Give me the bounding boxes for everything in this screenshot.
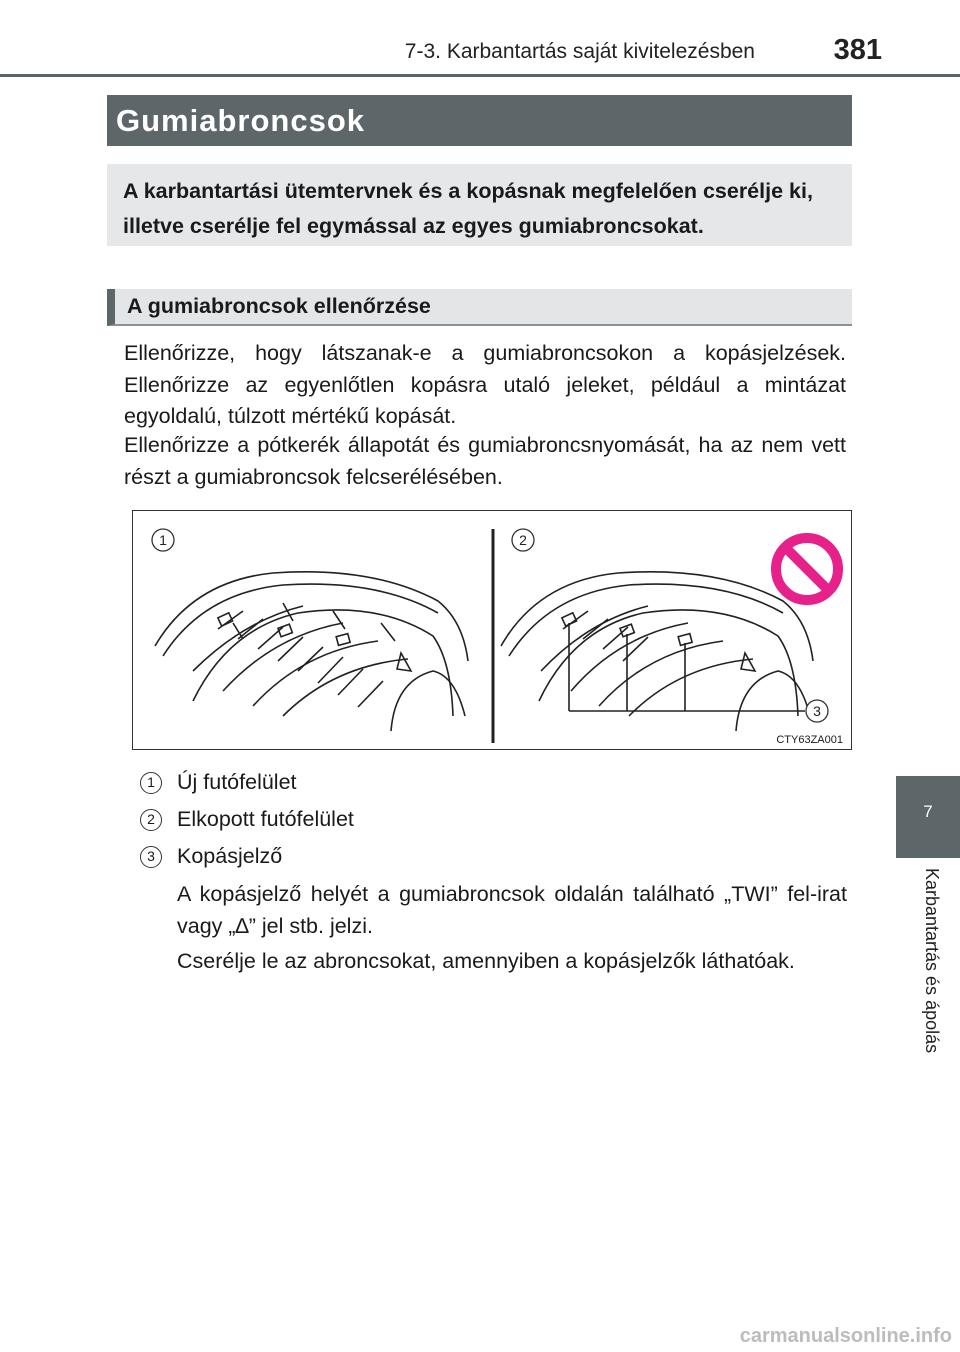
chapter-number: 7 xyxy=(923,802,933,821)
prohibited-icon xyxy=(776,538,838,600)
note-1: A kopásjelző helyét a gumiabroncsok oldalán található „TWI” fel-irat vagy „∆” jel stb. jelzi. xyxy=(177,882,847,938)
callout-3-label: 3 xyxy=(813,703,821,719)
legend-number: 1 xyxy=(140,772,162,794)
callout-2-label: 2 xyxy=(519,532,527,548)
paragraph-1: Ellenőrizze, hogy látszanak-e a gumiabroncsokon a kopásjelzések. Ellenőrizze az egyenlőtlen kopásra utaló jeleket, például a mintázat egyoldalú, túlzott mértékű kopását. xyxy=(124,341,846,428)
section-label: 7-3. Karbantartás saját kivitelezésben xyxy=(404,40,755,63)
watermark: carmanualsonline.info xyxy=(739,1325,952,1347)
figure-code: CTY63ZA001 xyxy=(776,734,843,746)
legend-text: Elkopott futófelület xyxy=(177,807,354,831)
tire-new-tread xyxy=(155,572,468,731)
legend-text: Új futófelület xyxy=(177,770,297,794)
header-rule xyxy=(0,74,960,77)
tire-figure xyxy=(132,510,852,750)
legend-text: Kopásjelző xyxy=(177,844,283,868)
tire-worn-tread xyxy=(501,572,813,731)
chapter-tab xyxy=(896,776,960,858)
chapter-caption: Karbantartás és ápolás xyxy=(922,868,942,1054)
callout-1-label: 1 xyxy=(159,532,167,548)
tire-illustration xyxy=(133,511,853,751)
note-2: Cserélje le az abroncsokat, amennyiben a kopásjelzők láthatóak. xyxy=(177,949,795,973)
page-title: Gumiabroncsok xyxy=(107,95,852,146)
legend-number: 2 xyxy=(140,809,162,831)
paragraph-2: Ellenőrizze a pótkerék állapotát és gumiabroncsnyomását, ha az nem vett részt a gumiabroncsok felcserélésében. xyxy=(124,433,846,489)
intro-box: A karbantartási ütemtervnek és a kopásnak megfelelően cserélje ki, illetve cserélje fel egymással az egyes gumiabroncsokat. xyxy=(107,164,852,246)
subsection-heading: A gumiabroncsok ellenőrzése xyxy=(107,289,852,326)
page-number: 381 xyxy=(833,34,882,66)
legend-number: 3 xyxy=(140,846,162,868)
